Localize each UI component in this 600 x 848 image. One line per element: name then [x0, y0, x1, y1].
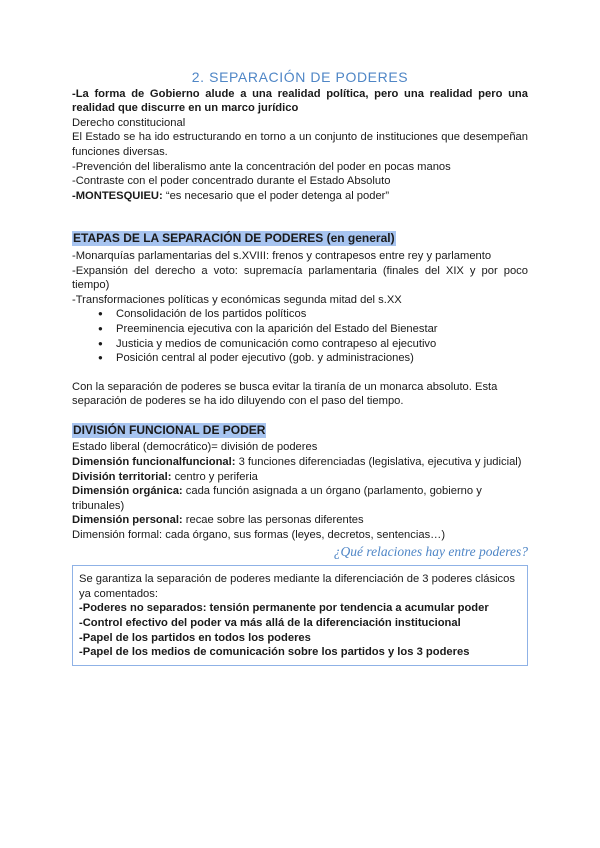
montesquieu-quote: -MONTESQUIEU: “es necesario que el poder detenga al poder” [72, 189, 390, 202]
dimension-organica: Dimensión orgánica: cada función asignada a un órgano (parlamento, gobierno y tribunales) [72, 485, 482, 512]
etapas-line-1: -Monarquías parlamentarias del s.XVIII: frenos y contrapesos entre rey y parlamento [72, 249, 492, 262]
summary-item: -Poderes no separados: tensión permanente por tendencia a acumular poder [79, 602, 489, 615]
intro-line-2: El Estado se ha ido estructurando en torno a un conjunto de instituciones que desempeñan funciones diversas. [72, 131, 528, 158]
summary-item: -Control efectivo del poder va más allá de la diferenciación institucional [79, 617, 461, 629]
etapas-conclusion: Con la separación de poderes se busca evitar la tiranía de un monarca absoluto. Esta separación de poderes se ha ido diluyendo con el paso del tiempo. [72, 380, 498, 408]
intro-line-4: -Contraste con el poder concentrado durante el Estado Absoluto [72, 175, 391, 188]
etapas-line-2: -Expansión del derecho a voto: supremacía parlamentaria (finales del XIX y por poco tiempo) [72, 264, 528, 292]
division-line-1: Estado liberal (democrático)= división de poderes [72, 441, 318, 454]
etapas-heading: ETAPAS DE LA SEPARACIÓN DE PODERES (en general) [73, 231, 395, 246]
intro-lead: -La forma de Gobierno alude a una realidad política, pero una realidad pero una realidad que discurre en un marco jurídico [72, 87, 528, 115]
summary-intro: Se garantiza la separación de poderes mediante la diferenciación de 3 poderes clásicos ya comentados: [79, 573, 515, 600]
summary-item: -Papel de los medios de comunicación sobre los partidos y los 3 poderes [79, 646, 470, 659]
relations-question: ¿Qué relaciones hay entre poderes? [333, 543, 528, 559]
summary-box [72, 565, 528, 666]
list-item: ● Preeminencia ejecutiva con la aparición del Estado del Bienestar [98, 322, 528, 337]
document-page [72, 70, 528, 666]
intro-line-3: -Prevención del liberalismo ante la concentración del poder en pocas manos [72, 160, 451, 173]
division-territorial: División territorial: centro y periferia [72, 470, 258, 483]
list-item: ● Consolidación de los partidos políticos [98, 307, 528, 322]
list-item: ● Justicia y medios de comunicación como contrapeso al ejecutivo [98, 337, 528, 352]
division-heading: DIVISIÓN FUNCIONAL DE PODER [73, 422, 266, 437]
dimension-personal: Dimensión personal: recae sobre las personas diferentes [72, 514, 364, 527]
list-item: ● Posición central al poder ejecutivo (gob. y administraciones) [98, 351, 528, 366]
intro-line-1: Derecho constitucional [72, 116, 186, 129]
etapas-bullet-list [72, 307, 528, 365]
page-title: 2. SEPARACIÓN DE PODERES [191, 69, 409, 85]
dimension-formal: Dimensión formal: cada órgano, sus formas (leyes, decretos, sentencias…) [72, 529, 446, 542]
etapas-line-3: -Transformaciones políticas y económicas segunda mitad del s.XX [72, 293, 402, 306]
dimension-funcional: Dimensión funcionalfuncional: 3 funciones diferenciadas (legislativa, ejecutiva y judicial) [72, 456, 522, 469]
summary-item: -Papel de los partidos en todos los poderes [79, 631, 311, 644]
